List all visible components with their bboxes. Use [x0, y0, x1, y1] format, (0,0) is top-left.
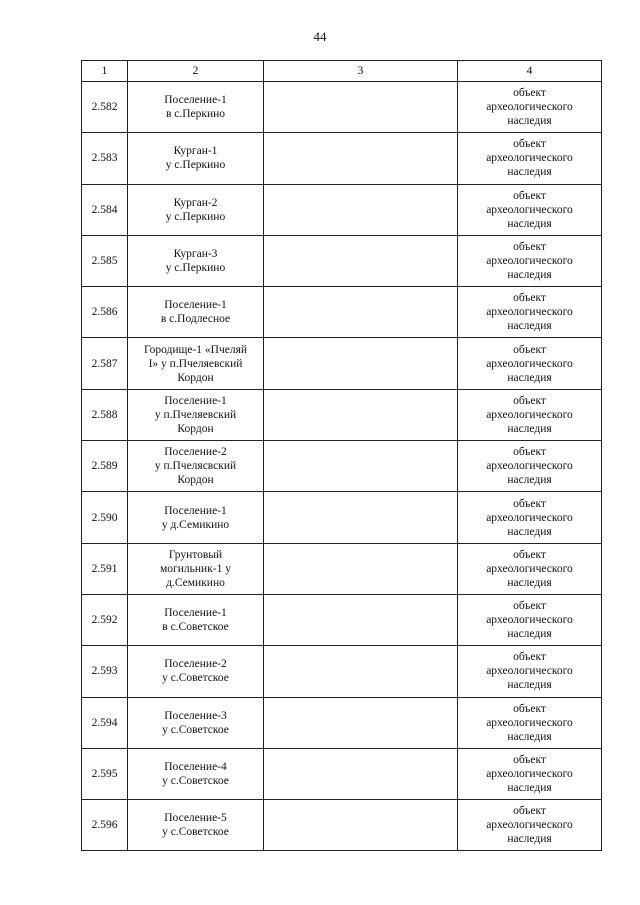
site-name-cell-text: Грунтовый могильник-1 у д.Семикино [160, 548, 231, 589]
table-row [82, 748, 602, 799]
column-3-cell [264, 235, 458, 286]
row-number-cell-text: 2.588 [91, 408, 118, 421]
table-row [82, 389, 602, 440]
row-number-cell [82, 338, 128, 389]
row-number-cell [82, 235, 128, 286]
column-header-1: 1 [82, 61, 128, 82]
row-number-cell-text: 2.587 [91, 357, 118, 370]
table-row [82, 133, 602, 184]
object-type-cell [458, 389, 602, 440]
site-name-cell-text: Поселение-4 у с.Советское [162, 761, 229, 787]
column-3-cell [264, 646, 458, 697]
object-type-cell-text: объект археологического наследия [486, 497, 573, 538]
object-type-cell-text: объект археологического наследия [486, 651, 573, 692]
site-name-cell [128, 594, 264, 645]
table-row [82, 235, 602, 286]
site-name-cell [128, 646, 264, 697]
site-name-cell-text: Курган-2 у с.Перкино [165, 196, 226, 223]
row-number-cell-text: 2.582 [91, 101, 118, 114]
table-row [82, 82, 602, 133]
object-type-cell-text: объект археологического наследия [486, 343, 573, 384]
column-3-cell [264, 492, 458, 543]
site-name-cell [128, 82, 264, 133]
object-type-cell-text: объект археологического наследия [486, 702, 573, 743]
site-name-cell [128, 235, 264, 286]
object-type-cell [458, 646, 602, 697]
object-type-cell [458, 697, 602, 748]
column-header-4: 4 [458, 61, 602, 82]
site-name-cell-text: Городище-1 «Пчеляй I» у п.Пчеляевский Кордон [143, 343, 248, 384]
site-name-cell [128, 338, 264, 389]
column-3-cell [264, 697, 458, 748]
row-number-cell [82, 492, 128, 543]
column-3-cell [264, 338, 458, 389]
site-name-cell-text: Поселение-1 в с.Подлесное [160, 299, 231, 326]
object-type-cell-text: объект археологического наследия [486, 189, 573, 230]
table-row [82, 594, 602, 645]
row-number-cell-text: 2.595 [91, 768, 118, 780]
column-header-3: 3 [264, 61, 458, 82]
site-name-cell [128, 133, 264, 184]
row-number-cell-text: 2.591 [91, 562, 118, 575]
column-3-cell [264, 441, 458, 492]
object-type-cell-text: объект археологического наследия [486, 600, 573, 641]
column-3-cell [264, 594, 458, 645]
site-name-cell-text: Поселение-1 в с.Советское [162, 607, 229, 634]
site-name-cell [128, 800, 264, 851]
object-type-cell [458, 235, 602, 286]
object-type-cell-text: объект археологического наследия [486, 87, 573, 128]
row-number-cell [82, 697, 128, 748]
object-type-cell-text: объект археологического наследия [486, 446, 573, 487]
column-3-cell [264, 287, 458, 338]
row-number-cell-text: 2.592 [91, 614, 118, 627]
object-type-cell [458, 287, 602, 338]
object-type-cell [458, 800, 602, 851]
site-name-cell-text: Курган-3 у с.Перкино [165, 248, 226, 275]
site-name-cell-text: Поселение-1 у п.Пчеляевский Кордон [154, 394, 237, 435]
object-type-cell-text: объект археологического наследия [486, 394, 573, 435]
column-3-cell [264, 389, 458, 440]
object-type-cell-text: объект археологического наследия [486, 241, 573, 282]
object-type-cell-text: объект археологического наследия [486, 292, 573, 333]
object-type-cell-text: объект археологического наследия [486, 805, 573, 846]
row-number-cell [82, 441, 128, 492]
row-number-cell-text: 2.583 [91, 152, 118, 165]
site-name-cell-text: Поселение-3 у с.Советское [162, 709, 229, 736]
object-type-cell [458, 441, 602, 492]
heritage-registry-table [81, 60, 602, 851]
column-3-cell [264, 133, 458, 184]
row-number-cell-text: 2.594 [91, 716, 118, 729]
column-3-cell [264, 800, 458, 851]
object-type-cell [458, 594, 602, 645]
site-name-cell-text: Поселение-5 у с.Советское [162, 812, 229, 839]
site-name-cell-text: Курган-1 у с.Перкино [165, 145, 226, 172]
row-number-cell-text: 2.593 [91, 665, 118, 678]
object-type-cell [458, 492, 602, 543]
row-number-cell [82, 748, 128, 799]
column-3-cell [264, 82, 458, 133]
table-header-row [82, 61, 602, 82]
row-number-cell [82, 389, 128, 440]
object-type-cell-text: объект археологического наследия [486, 548, 573, 589]
row-number-cell [82, 800, 128, 851]
site-name-cell-text: Поселение-1 в с.Перкино [164, 94, 227, 121]
object-type-cell [458, 338, 602, 389]
table-row [82, 338, 602, 389]
table-row [82, 441, 602, 492]
row-number-cell-text: 2.589 [91, 460, 118, 473]
site-name-cell [128, 492, 264, 543]
row-number-cell [82, 646, 128, 697]
column-header-2: 2 [128, 61, 264, 82]
table-row [82, 287, 602, 338]
row-number-cell [82, 543, 128, 594]
row-number-cell [82, 133, 128, 184]
column-3-cell [264, 184, 458, 235]
object-type-cell [458, 133, 602, 184]
row-number-cell-text: 2.584 [91, 203, 118, 216]
table-row [82, 184, 602, 235]
table-body [82, 82, 602, 851]
column-3-cell [264, 543, 458, 594]
site-name-cell-text: Поселение-2 у с.Советское [162, 658, 229, 685]
row-number-cell-text: 2.596 [91, 819, 118, 832]
site-name-cell [128, 697, 264, 748]
row-number-cell-text: 2.585 [91, 255, 118, 268]
object-type-cell-text: объект археологического наследия [486, 754, 573, 794]
table-row [82, 543, 602, 594]
row-number-cell [82, 184, 128, 235]
row-number-cell-text: 2.590 [91, 511, 118, 524]
site-name-cell [128, 287, 264, 338]
page-number: 44 [313, 29, 327, 44]
site-name-cell [128, 441, 264, 492]
site-name-cell [128, 543, 264, 594]
row-number-cell [82, 82, 128, 133]
table-row [82, 800, 602, 851]
table-row [82, 492, 602, 543]
site-name-cell [128, 748, 264, 799]
table-row [82, 646, 602, 697]
row-number-cell [82, 287, 128, 338]
table-row [82, 697, 602, 748]
column-3-cell [264, 748, 458, 799]
object-type-cell-text: объект археологического наследия [486, 138, 573, 179]
object-type-cell [458, 543, 602, 594]
object-type-cell [458, 184, 602, 235]
row-number-cell-text: 2.586 [91, 306, 118, 319]
site-name-cell-text: Поселение-1 у д.Семикино [161, 504, 230, 531]
site-name-cell [128, 184, 264, 235]
site-name-cell-text: Поселение-2 у п.Пчелясвский Кордон [154, 446, 237, 487]
site-name-cell [128, 389, 264, 440]
object-type-cell [458, 748, 602, 799]
row-number-cell [82, 594, 128, 645]
object-type-cell [458, 82, 602, 133]
